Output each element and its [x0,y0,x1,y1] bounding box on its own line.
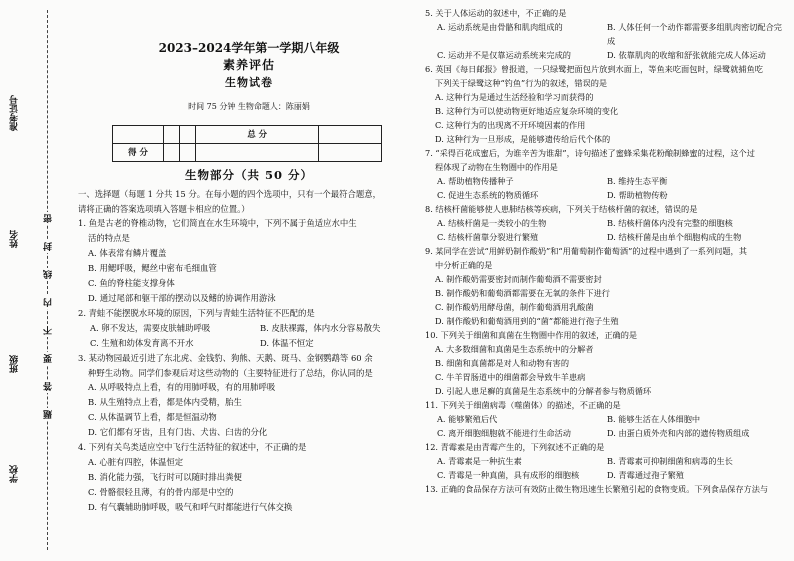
question-line: 12. 青霉素是由青霉产生的，下列叙述不正确的是 [425,442,605,452]
option: C. 结核杆菌靠分裂进行繁殖 [437,232,539,242]
exam-no-label: 准考证号 [10,95,20,131]
option-row [425,20,785,48]
seal-word: 题 [44,410,54,419]
exam-subject: 生物试卷 [225,76,273,89]
option: D. 依靠肌肉的收缩和舒张就能完成人体运动 [607,50,766,60]
option: D. 帮助植物传粉 [607,190,668,200]
option-line: B. 从生殖特点上看，都是体内受精，胎生 [88,397,242,408]
class-label: 班级 [10,355,20,373]
seal-word: 封 [44,242,54,251]
question-line: 9. 某同学在尝试“用鲜奶制作酸奶”和“用葡萄制作葡萄酒”的过程中遇到了一系列问题，其 [425,246,747,256]
option: A. 青霉素是一种抗生素 [437,456,522,466]
option: D. 青霉通过孢子繁殖 [607,470,684,480]
question-line: 中分析正确的是 [435,260,493,270]
question-line: 8. 结核杆菌能够使人患肺结核等疾病，下列关于结核杆菌的叙述，错误的是 [425,204,698,214]
left-column [78,40,420,515]
question-line: 下列关于绿鹭这种“钓鱼”行为的叙述，错误的是 [435,78,608,88]
option-line: B. 细菌和真菌都是对人和动物有害的 [435,358,570,368]
question-line: 活的特点是 [88,233,130,244]
option-line: A. 大多数细菌和真菌是生态系统中的分解者 [435,344,594,354]
option-row [425,48,785,62]
option-line: A. 从呼吸特点上看，有的用肺呼吸，有的用肺呼吸 [88,382,276,393]
option-row [425,454,785,468]
binding-margin [0,0,60,561]
right-column [425,6,785,496]
option: C. 促进生态系统的物质循环 [437,190,539,200]
total-label: 总 分 [196,125,319,143]
seal-word: 要 [44,354,54,363]
option-line: C. 从体温调节上看，都是恒温动物 [88,412,217,423]
option-line: A. 这种行为是通过生活经验和学习而获得的 [435,92,594,102]
option-line: C. 这种行为的出现离不开环境因素的作用 [435,120,586,130]
question-line: 10. 下列关于细菌和真菌在生物圈中作用的叙述，正确的是 [425,330,638,340]
question-line: 7. “采得百花成蜜后，为谁辛苦为谁甜”，诗句描述了蜜蜂采集花粉酿制蜂蜜的过程，这个过 [425,148,755,158]
name-label: 姓名 [10,230,20,248]
option-line: B. 用鳃呼吸，鳃丝中密布毛细血管 [88,263,217,274]
option-line: A. 心脏有四腔，体温恒定 [88,456,184,467]
option: A. 运动系统是由骨骼和肌肉组成的 [437,22,563,32]
option-line: D. 制作酸奶和葡萄酒用到的“菌”都能进行孢子生殖 [435,316,619,326]
section-heading: 生物部分（共 50 分） [184,167,313,182]
question-line: 4. 下列有关鸟类适应空中飞行生活特征的叙述中，不正确的是 [78,442,307,453]
question-line: 11. 下列关于细菌病毒（噬菌体）的描述，不正确的是 [425,400,621,410]
question-line: 请将正确的答案选项填入答题卡相应的位置。） [78,203,250,214]
seal-word: 答 [44,382,54,391]
option-line: D. 通过尾部和躯干部的摆动以及鳍的协调作用游泳 [88,292,276,303]
school-label: 学校 [10,465,20,483]
score-table [112,125,382,162]
option-row [425,216,785,230]
option-line: C. 牛羊胃肠道中的细菌都会导致牛羊患病 [435,372,586,382]
exam-subtitle: 素养评估 [222,58,275,72]
option: B. 青霉素可抑制细菌和病毒的生长 [607,456,733,466]
question-line: 1. 鱼是古老的脊椎动物，它们简直在水生环境中，下列不属于鱼适应水中生 [78,218,357,229]
seal-word: 内 [44,298,54,307]
option-line: C. 制作酸奶用酵母菌，制作葡萄酒用乳酸菌 [435,302,594,312]
seal-word: 密 [44,214,54,223]
option-row [425,412,785,426]
option-row [78,336,420,351]
seal-word: 线 [44,270,54,279]
option: C. 离开细胞细胞就不能进行生命活动 [437,428,571,438]
option: B. 结核杆菌体内没有完整的细胞核 [607,218,733,228]
option-line: D. 它们都有牙齿，且有门齿、犬齿、臼齿的分化 [88,427,268,438]
option-line: B. 这种行为可以使动物更好地适应复杂环境的变化 [435,106,619,116]
option: B. 皮肤裸露，体内水分容易散失 [260,322,381,333]
option-row [425,188,785,202]
option: C. 生殖和幼体发育离不开水 [90,337,194,348]
option-row [425,230,785,244]
option-line: A. 制作酸奶需要密封而制作葡萄酒不需要密封 [435,274,602,284]
option: A. 帮助植物传播种子 [437,176,514,186]
question-line: 一、选择题（每题 1 分共 15 分。在每小题的四个选项中，只有一个最符合题意， [78,188,382,199]
option: B. 能够生活在人体细胞中 [607,414,701,424]
option-row [78,321,420,336]
option-line: C. 骨骼很轻且薄，有的骨内部是中空的 [88,486,234,497]
option: D. 体温不恒定 [260,337,314,348]
option-line: C. 鱼的脊柱能支撑身体 [88,278,175,289]
exam-title: 2023–2024学年第一学期八年级 [158,41,340,55]
option: B. 维持生态平衡 [607,176,668,186]
option: C. 青霉是一种真菌，具有成形的细胞核 [437,470,580,480]
option-line: D. 这种行为一旦形成，是能够遗传给后代个体的 [435,134,611,144]
option-line: D. 引起人患足癣的真菌是生态系统中的分解者参与物质循环 [435,386,652,396]
question-line: 6. 英国《每日邮报》曾报道，一只绿鹭把面包片放到水面上，等鱼来吃面包时，绿鹭就捕鱼吃 [425,64,763,74]
option-line: A. 体表常有鳞片覆盖 [88,248,167,259]
question-line: 13. 正确的食品保存方法可有效防止微生物迅速生长繁殖引起的食物变质。下列食品保存方法与 [425,484,769,494]
option-line: D. 有气囊辅助肺呼吸，吸气和呼气时都能进行气体交换 [88,501,293,512]
option: A. 结核杆菌是一类较小的生物 [437,218,547,228]
option: A. 卵不发达，需要皮肤辅助呼吸 [90,322,211,333]
question-line: 种野生动物。同学们参观后对这些动物的（主要特征进行了总结，你认同的是 [88,367,373,378]
question-line: 2. 青蛙不能摆脱水环境的原因，下列与青蛙生活特征不匹配的是 [78,307,315,318]
option-line: B. 制作酸奶和葡萄酒都需要在无氧的条件下进行 [435,288,610,298]
question-line: 程体现了动物在生物圈中的作用是 [435,162,558,172]
option-row [425,468,785,482]
option-row [425,174,785,188]
question-line: 3. 某动物园最近引进了东北虎、金钱豹、狗熊、天鹅、斑马、金钢鹦鹉等 60 余 [78,352,373,363]
option: D. 由蛋白质外壳和内部的遗传物质组成 [607,428,750,438]
option: A. 能够繁殖后代 [437,414,498,424]
option: D. 结核杆菌是由单个细胞构成的生物 [607,232,742,242]
option: B. 人体任何一个动作都需要多组肌肉密切配合完成 [607,22,782,46]
option: C. 运动并不是仅靠运动系统来完成的 [437,50,571,60]
score-label: 得 分 [113,143,164,161]
option-line: B. 消化能力强，飞行时可以随时排出粪便 [88,471,242,482]
exam-meta: 时间 75 分钟 生物命题人：陈丽娟 [188,102,310,111]
option-row [425,426,785,440]
question-line: 5. 关于人体运动的叙述中，不正确的是 [425,8,567,18]
seal-word: 不 [44,326,54,335]
